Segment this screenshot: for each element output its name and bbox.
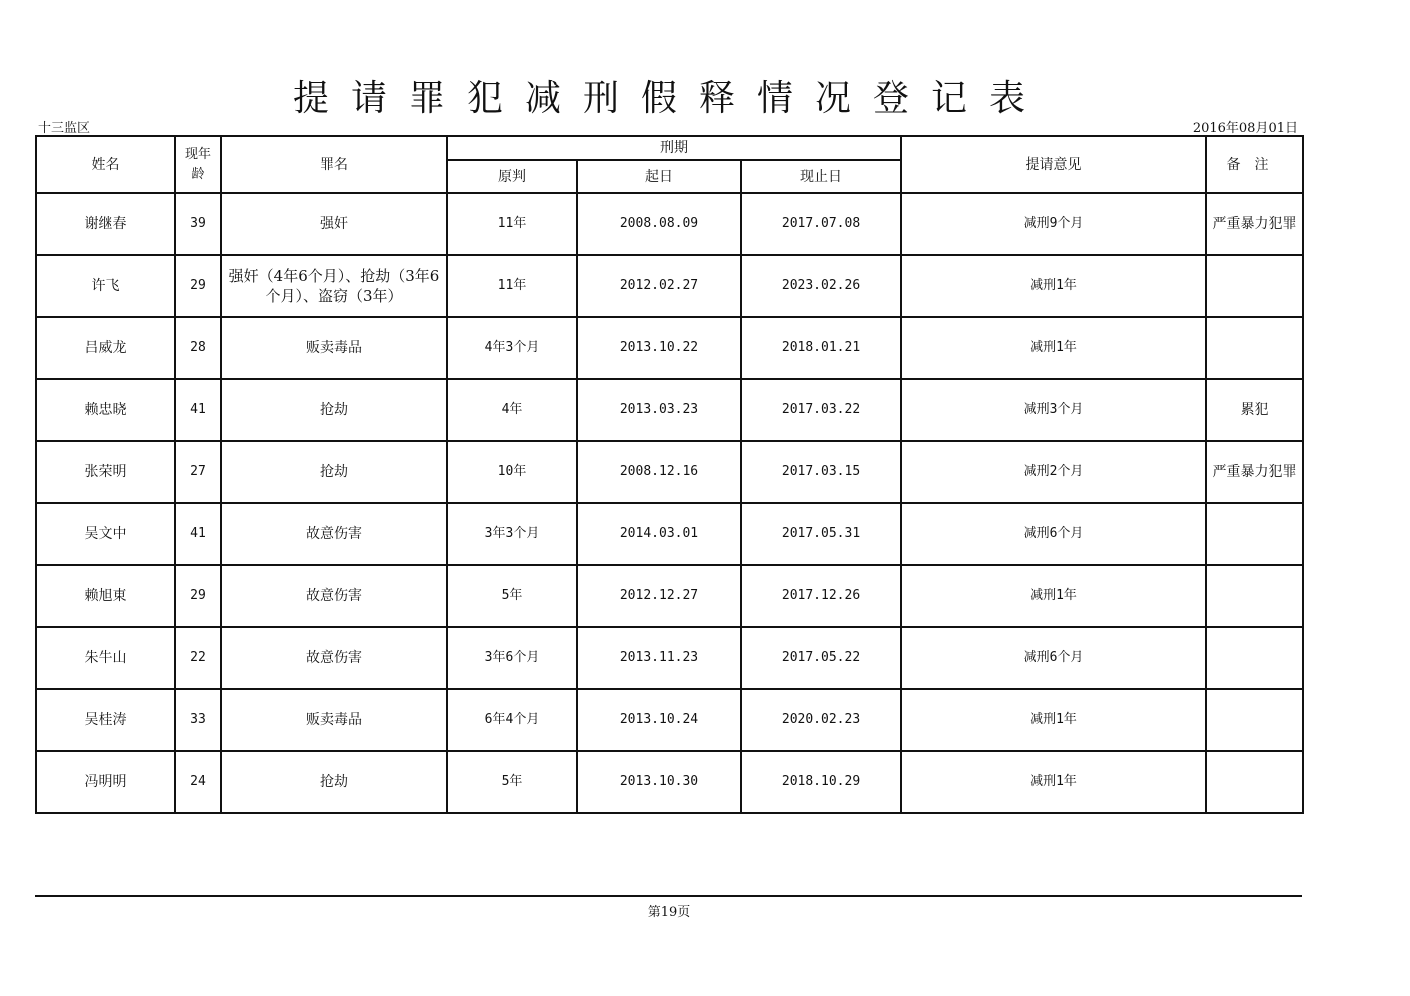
register-date: 2016年08月01日: [1192, 121, 1298, 136]
cell-opinion: 减刑6个月: [901, 503, 1206, 565]
table-row: [36, 503, 1303, 565]
prison-district: 十三监区: [38, 121, 91, 136]
cell-original: 10年: [447, 441, 577, 503]
cell-start: 2013.10.30: [577, 751, 741, 813]
cell-start: 2008.08.09: [577, 193, 741, 255]
header-note: 备注: [1206, 136, 1303, 193]
cell-end: 2017.05.31: [741, 503, 901, 565]
cell-name: 吴桂涛: [36, 689, 175, 751]
cell-start: 2013.10.24: [577, 689, 741, 751]
cell-start: 2012.12.27: [577, 565, 741, 627]
register-table: [35, 135, 1304, 814]
cell-original: 11年: [447, 255, 577, 317]
cell-note: [1206, 317, 1303, 379]
cell-original: 6年4个月: [447, 689, 577, 751]
cell-end: 2017.03.22: [741, 379, 901, 441]
footer-divider: [35, 895, 1302, 897]
cell-opinion: 减刑2个月: [901, 441, 1206, 503]
cell-original: 5年: [447, 751, 577, 813]
cell-original: 5年: [447, 565, 577, 627]
header-crime: 罪名: [221, 136, 447, 193]
cell-name: 朱牛山: [36, 627, 175, 689]
cell-name: 冯明明: [36, 751, 175, 813]
cell-note: 累犯: [1206, 379, 1303, 441]
cell-crime: 强奸（4年6个月）、抢劫（3年6个月）、盗窃（3年）: [221, 255, 447, 317]
header-original: 原判: [447, 160, 577, 193]
cell-note: [1206, 255, 1303, 317]
cell-note: [1206, 627, 1303, 689]
cell-note: 严重暴力犯罪: [1206, 193, 1303, 255]
cell-name: 谢继春: [36, 193, 175, 255]
cell-note: [1206, 751, 1303, 813]
cell-start: 2013.10.22: [577, 317, 741, 379]
cell-opinion: 减刑3个月: [901, 379, 1206, 441]
cell-note: [1206, 689, 1303, 751]
cell-opinion: 减刑1年: [901, 689, 1206, 751]
cell-note: [1206, 503, 1303, 565]
cell-crime: 贩卖毒品: [221, 317, 447, 379]
cell-crime: 故意伤害: [221, 565, 447, 627]
cell-crime: 抢劫: [221, 441, 447, 503]
cell-age: 41: [175, 503, 221, 565]
table-row: [36, 255, 1303, 317]
cell-end: 2017.07.08: [741, 193, 901, 255]
cell-crime: 强奸: [221, 193, 447, 255]
cell-name: 许飞: [36, 255, 175, 317]
cell-start: 2013.11.23: [577, 627, 741, 689]
header-age: 现年龄: [175, 136, 221, 193]
cell-name: 张荣明: [36, 441, 175, 503]
cell-original: 4年: [447, 379, 577, 441]
cell-start: 2008.12.16: [577, 441, 741, 503]
cell-name: 赖忠晓: [36, 379, 175, 441]
cell-original: 3年3个月: [447, 503, 577, 565]
cell-end: 2020.02.23: [741, 689, 901, 751]
cell-note: 严重暴力犯罪: [1206, 441, 1303, 503]
table-row: [36, 379, 1303, 441]
table-row: [36, 751, 1303, 813]
cell-age: 22: [175, 627, 221, 689]
cell-name: 吴文中: [36, 503, 175, 565]
cell-start: 2012.02.27: [577, 255, 741, 317]
table-row: [36, 565, 1303, 627]
table-row: [36, 317, 1303, 379]
cell-note: [1206, 565, 1303, 627]
cell-start: 2014.03.01: [577, 503, 741, 565]
cell-age: 33: [175, 689, 221, 751]
cell-opinion: 减刑6个月: [901, 627, 1206, 689]
cell-crime: 抢劫: [221, 379, 447, 441]
cell-name: 吕威龙: [36, 317, 175, 379]
cell-opinion: 减刑1年: [901, 317, 1206, 379]
cell-end: 2023.02.26: [741, 255, 901, 317]
page-title: 提请罪犯减刑假释情况登记表: [292, 78, 1047, 119]
header-opinion: 提请意见: [901, 136, 1206, 193]
header-row-1: [36, 136, 1303, 160]
cell-age: 29: [175, 255, 221, 317]
cell-age: 39: [175, 193, 221, 255]
cell-crime: 抢劫: [221, 751, 447, 813]
cell-crime: 故意伤害: [221, 627, 447, 689]
cell-end: 2017.05.22: [741, 627, 901, 689]
cell-opinion: 减刑9个月: [901, 193, 1206, 255]
table-row: [36, 441, 1303, 503]
header-sentence-group: 刑期: [447, 136, 901, 160]
header-start: 起日: [577, 160, 741, 193]
cell-opinion: 减刑1年: [901, 751, 1206, 813]
cell-original: 3年6个月: [447, 627, 577, 689]
table-row: [36, 627, 1303, 689]
cell-age: 28: [175, 317, 221, 379]
table-row: [36, 193, 1303, 255]
header-end: 现止日: [741, 160, 901, 193]
cell-end: 2018.01.21: [741, 317, 901, 379]
cell-name: 赖旭東: [36, 565, 175, 627]
cell-original: 4年3个月: [447, 317, 577, 379]
cell-age: 29: [175, 565, 221, 627]
cell-crime: 故意伤害: [221, 503, 447, 565]
cell-age: 24: [175, 751, 221, 813]
table-row: [36, 689, 1303, 751]
cell-opinion: 减刑1年: [901, 565, 1206, 627]
cell-crime: 贩卖毒品: [221, 689, 447, 751]
cell-original: 11年: [447, 193, 577, 255]
page-number: 第19页: [647, 905, 691, 920]
cell-age: 41: [175, 379, 221, 441]
cell-end: 2018.10.29: [741, 751, 901, 813]
cell-end: 2017.12.26: [741, 565, 901, 627]
cell-opinion: 减刑1年: [901, 255, 1206, 317]
cell-start: 2013.03.23: [577, 379, 741, 441]
cell-end: 2017.03.15: [741, 441, 901, 503]
header-name: 姓名: [36, 136, 175, 193]
cell-age: 27: [175, 441, 221, 503]
